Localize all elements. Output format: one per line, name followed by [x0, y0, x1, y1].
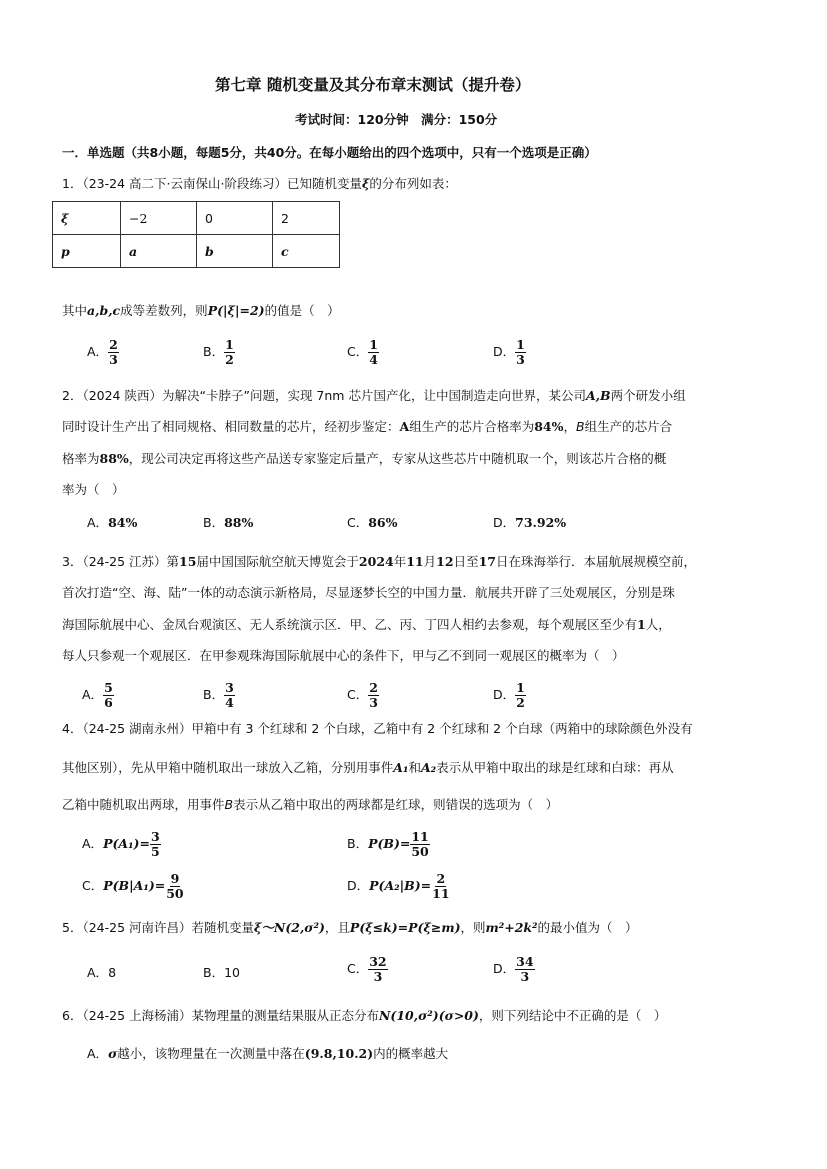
- q4-option-a[interactable]: A．P(A₁)= $\frac{3}{5}$: [82, 829, 160, 859]
- q2-option-b[interactable]: B．88%: [203, 515, 254, 530]
- table-row: [53, 202, 340, 235]
- q4-option-b[interactable]: B．P(B)= $\frac{11}{50}$: [347, 829, 429, 859]
- q1-stem: 1．（23-24 高二下·云南保山·阶段练习）已知随机变量ξ的分布列如表：: [62, 176, 457, 191]
- q6-option-a[interactable]: A．σ越小，该物理量在一次测量中落在(9.8,10.2)内的概率越大: [87, 1046, 449, 1061]
- q3-stem-line1: 3．（24-25 江苏）第15届中国国际航空航天博览会于2024年11月12日至17日在珠海举行．本届航展规模空前，: [62, 554, 696, 569]
- q2-stem-line4: 率为（ ）: [62, 482, 125, 497]
- q2-stem-line2: 同时设计生产出了相同规格、相同数量的芯片，经初步鉴定：A组生产的芯片合格率为84%，B组生产的芯片合: [62, 419, 673, 434]
- q4-stem-line3: 乙箱中随机取出两球，用事件B表示从乙箱中取出的两球都是红球，则错误的选项为（ ）: [62, 797, 559, 812]
- q1-condition: 其中a,b,c成等差数列，则P(|ξ|=2)的值是（ ）: [62, 303, 340, 318]
- q5-option-b[interactable]: B．10: [203, 965, 240, 980]
- q2-option-d[interactable]: D．73.92%: [493, 515, 567, 530]
- q3-option-d[interactable]: D． $\frac{1}{2}$: [493, 680, 525, 710]
- q1-option-b[interactable]: B． $\frac{1}{2}$: [203, 337, 234, 367]
- q2-stem-line3: 格率为88%，现公司决定再将这些产品送专家鉴定后量产，专家从这些芯片中随机取一个，则该芯片合格的概: [62, 451, 667, 466]
- q4-option-d[interactable]: D．P(A₂|B)= $\frac{2}{11}$: [347, 871, 450, 901]
- q1-option-a[interactable]: A． $\frac{2}{3}$: [87, 337, 118, 367]
- table-cell: ξ: [53, 202, 121, 235]
- q5-option-a[interactable]: A．8: [87, 965, 117, 980]
- q4-stem-line1: 4．（24-25 湖南永州）甲箱中有 3 个红球和 2 个白球，乙箱中有 2 个红球和 2 个白球（两箱中的球除颜色外没有: [62, 721, 693, 736]
- exam-info: 考试时间：120分钟 满分：150分: [295, 112, 498, 127]
- table-cell: c: [273, 235, 340, 268]
- q2-option-a[interactable]: A．84%: [87, 515, 138, 530]
- q3-option-b[interactable]: B． $\frac{3}{4}$: [203, 680, 234, 710]
- q3-option-a[interactable]: A． $\frac{5}{6}$: [82, 680, 113, 710]
- table-cell: a: [121, 235, 197, 268]
- table-row: [53, 235, 340, 268]
- q2-option-c[interactable]: C．86%: [347, 515, 398, 530]
- q1-option-c[interactable]: C． $\frac{1}{4}$: [347, 337, 378, 367]
- q2-stem-line1: 2．（2024 陕西）为解决“卡脖子”问题，实现 7nm 芯片国产化，让中国制造走向世界，某公司A,B两个研发小组: [62, 388, 686, 403]
- q3-stem-line2: 首次打造“空、海、陆”一体的动态演示新格局，尽显逐梦长空的中国力量．航展共开辟了三处观展区，分别是珠: [62, 585, 675, 600]
- section-heading: 一．单选题（共8小题，每题5分，共40分。在每小题给出的四个选项中，只有一个选项是正确）: [62, 145, 597, 160]
- q4-stem-line2: 其他区别），先从甲箱中随机取出一球放入乙箱，分别用事件A₁和A₂表示从甲箱中取出的球是红球和白球：再从: [62, 760, 674, 775]
- table-cell: b: [197, 235, 273, 268]
- q3-option-c[interactable]: C． $\frac{2}{3}$: [347, 680, 378, 710]
- table-cell: −2: [121, 202, 197, 235]
- table-cell: p: [53, 235, 121, 268]
- q1-distribution-table: [52, 201, 340, 268]
- q6-stem: 6．（24-25 上海杨浦）某物理量的测量结果服从正态分布N(10,σ²)(σ>0)，则下列结论中不正确的是（ ）: [62, 1008, 667, 1023]
- page-title: 第七章 随机变量及其分布章末测试（提升卷）: [215, 76, 531, 94]
- table-cell: 2: [273, 202, 340, 235]
- q3-stem-line4: 每人只参观一个观展区．在甲参观珠海国际航展中心的条件下，甲与乙不到同一观展区的概率为（ ）: [62, 648, 625, 663]
- table-cell: 0: [197, 202, 273, 235]
- q5-option-d[interactable]: D． $\frac{34}{3}$: [493, 954, 534, 984]
- q5-stem: 5．（24-25 河南许昌）若随机变量ξ～N(2,σ²)，且P(ξ≤k)=P(ξ≥m)，则m²+2k²的最小值为（ ）: [62, 920, 638, 935]
- q3-stem-line3: 海国际航展中心、金凤台观演区、无人系统演示区．甲、乙、丙、丁四人相约去参观，每个观展区至少有1人，: [62, 617, 671, 632]
- q4-option-c[interactable]: C．P(B|A₁)= $\frac{9}{50}$: [82, 871, 184, 901]
- q1-option-d[interactable]: D． $\frac{1}{3}$: [493, 337, 525, 367]
- q5-option-c[interactable]: C． $\frac{32}{3}$: [347, 954, 387, 984]
